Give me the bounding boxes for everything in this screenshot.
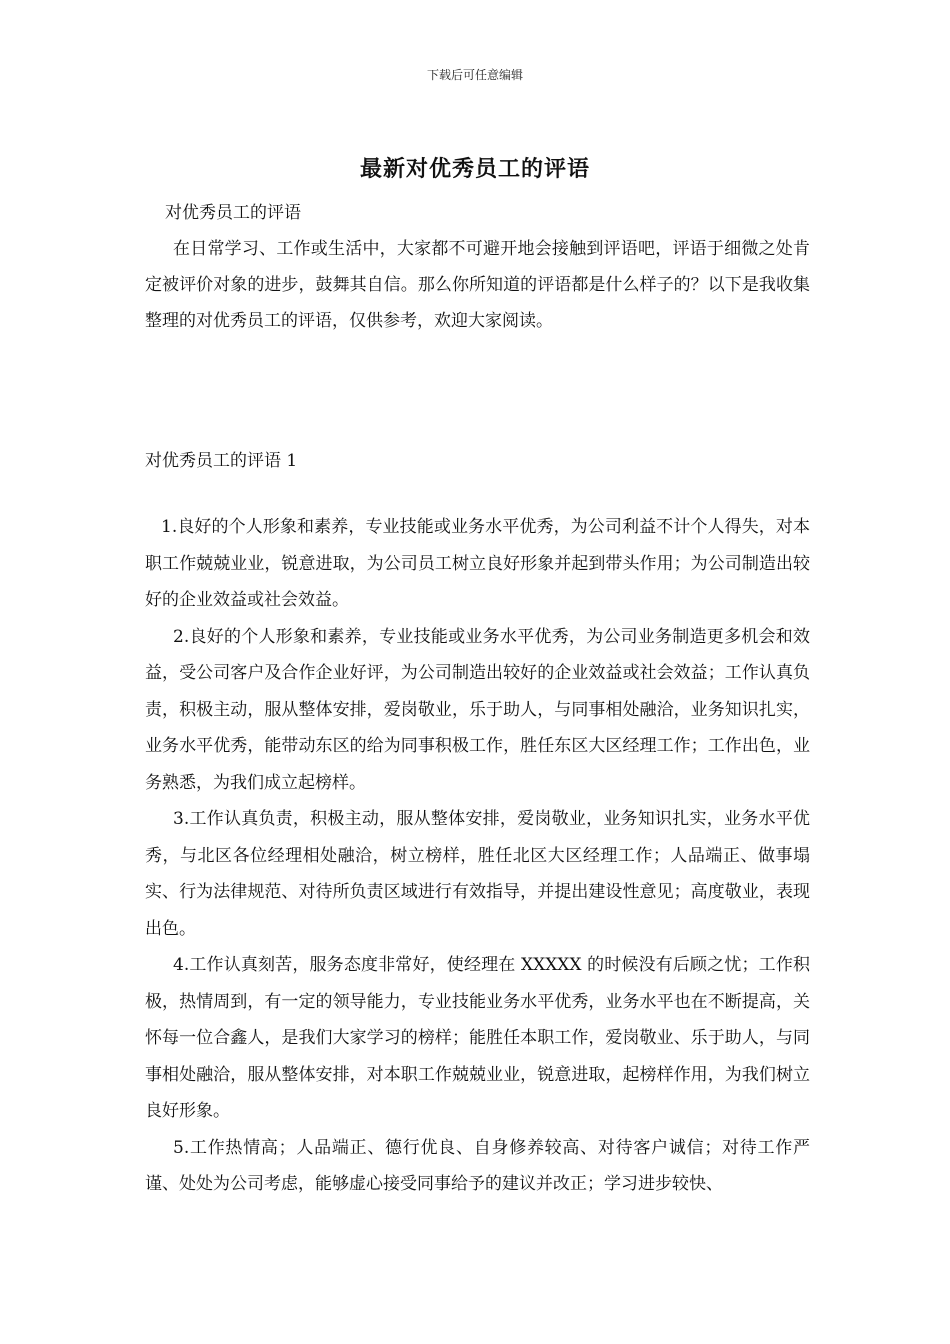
- intro-paragraph: 在日常学习、工作或生活中，大家都不可避开地会接触到评语吧，评语于细微之处肯定被评价对象的进步，鼓舞其自信。那么你所知道的评语都是什么样子的？以下是我收集整理的对优秀员工的评语，仅供参考，欢迎大家阅读。: [145, 239, 810, 331]
- document-title: 最新对优秀员工的评语: [359, 156, 590, 182]
- evaluation-item-4: 4.工作认真刻苦，服务态度非常好，使经理在 XXXXX 的时候没有后顾之忧；工作积极，热情周到，有一定的领导能力，专业技能业务水平优秀，业务水平也在不断提高，关怀每一位合鑫人，是我们大家学习的榜样；能胜任本职工作，爱岗敬业、乐于助人，与同事相处融洽，服从整体安排，对本职工作兢兢业业，锐意进取，起榜样作用，为我们树立良好形象。: [145, 955, 810, 1121]
- section-heading: 对优秀员工的评语 1: [145, 451, 298, 471]
- evaluation-item-5: 5.工作热情高；人品端正、德行优良、自身修养较高、对待客户诚信；对待工作严谨、处处为公司考虑，能够虚心接受同事给予的建议并改正；学习进步较快、: [145, 1137, 810, 1194]
- header-note: 下载后可任意编辑: [426, 68, 523, 82]
- evaluation-list: [145, 509, 810, 1203]
- evaluation-item-2: 2.良好的个人形象和素养，专业技能或业务水平优秀，为公司业务制造更多机会和效益，受公司客户及合作企业好评，为公司制造出较好的企业效益或社会效益；工作认真负责，积极主动，服从整体安排，爱岗敬业，乐于助人，与同事相处融洽，业务知识扎实，业务水平优秀，能带动东区的给为同事积极工作，胜任东区大区经理工作；工作出色，业务熟悉，为我们成立起榜样。: [145, 626, 810, 793]
- evaluation-item-1: 1.良好的个人形象和素养，专业技能或业务水平优秀，为公司利益不计个人得失，对本职工作兢兢业业，锐意进取，为公司员工树立良好形象并起到带头作用；为公司制造出较好的企业效益或社会效益。: [145, 517, 810, 610]
- subtitle: 对优秀员工的评语: [165, 203, 301, 223]
- evaluation-item-3: 3.工作认真负责，积极主动，服从整体安排，爱岗敬业，业务知识扎实，业务水平优秀，与北区各位经理相处融洽，树立榜样，胜任北区大区经理工作；人品端正、做事塌实、行为法律规范、对待所负责区域进行有效指导，并提出建设性意见；高度敬业，表现出色。: [145, 809, 810, 939]
